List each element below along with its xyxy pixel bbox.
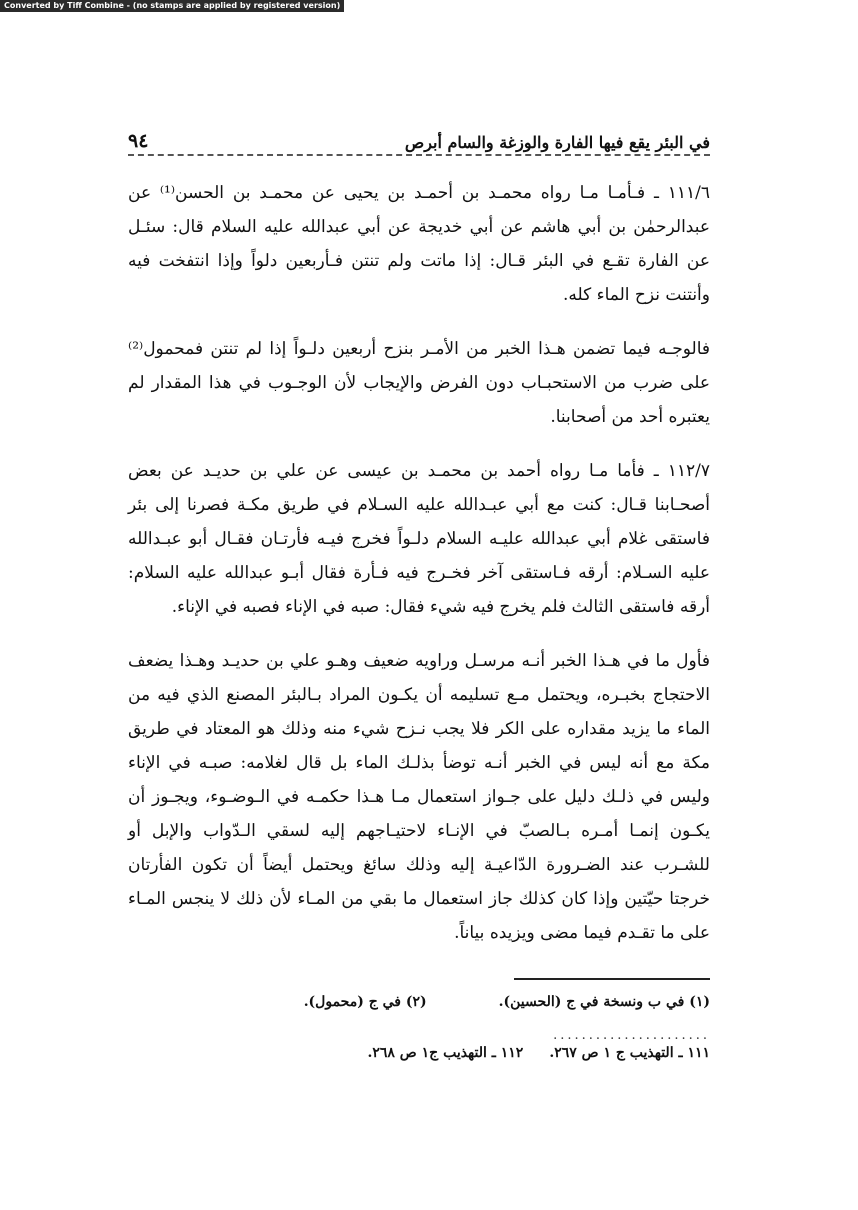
paragraph-commentary-2: فأول ما في هـذا الخبر أنـه مرسـل وراويه ضعيف وهـو علي بن حديـد وهـذا يضعف الاحتجاج بخبـره، ويحتمل مـع تسليمه أن يكـون المراد بـالبئر المصنع الذي فيه من الماء ما يزيد مقداره على الكر فلا يجب نـزح شيء منه وذلك هو المعتاد في طريق مكة مع أنه ليس في الخبر أنـه توضأ بذلـك الماء بل قال لغلامه: صبـه في الإناء وليس في ذلـك دليل على جـواز استعمال مـا هـذا حكمـه في الـوضـوء، ويجـوز أن يكـون إنمـا أمـره بـالصبّ في الإنـاء لاحتيـاجهم إليه لسقي الـدّواب والإبل أو للشـرب عند الضـرورة الدّاعيـة إليه وذلك سائغ ويحتمل أيضاً أن تكون الفأرتان خرجتا حيّتين وإذا كان كذلك جاز استعمال ما بقي من المـاء لأن ذلك لا ينجس المـاء على ما تقـدم فيما مضى ويزيده بياناً. — [128, 651, 710, 943]
body-text — [128, 176, 710, 950]
paragraph-hadith-111: ١١١/٦ ـ فـأمـا مـا رواه محمـد بن أحمـد بن يحيى عن محمـد بن الحسن⁽¹⁾ عن عبدالرحمٰن بن أبي هاشم عن أبي خديجة عن أبي عبدالله عليه السلام قال: سئـل عن الفارة تقـع في البئر قـال: إذا ماتت ولم تنتن فـأربعين دلواً وإذا انتفخت فيه وأنتنت نزح الماء كله. — [128, 183, 710, 305]
converter-watermark: Converted by Tiff Combine - (no stamps are applied by registered version) — [0, 0, 344, 12]
footnote-2: (٢) في ج (محمول). — [303, 994, 427, 1010]
book-page — [128, 118, 710, 1061]
page-number: ٩٤ — [128, 130, 149, 152]
paragraph-commentary-1: فالوجـه فيما تضمن هـذا الخبر من الأمـر بنزح أربعين دلـواً إذا لم تنتن فمحمول⁽²⁾ على ضرب من الاستحبـاب دون الفرض والإيجاب لأن الوجـوب في هذا المقدار لم يعتبره أحد من أصحابنا. — [128, 339, 710, 427]
footnote-1: (١) في ب ونسخة في ج (الحسين). — [498, 994, 710, 1010]
paragraph-hadith-112: ١١٢/٧ ـ فأما مـا رواه أحمد بن محمـد بن عيسى عن علي بن حديـد عن بعض أصحـابنا قـال: كنت مع أبي عبـدالله عليه السـلام في طريق مكـة فصرنا إلى بئر فاستقى غلام أبي عبدالله عليـه السلام دلـواً فخرج فيـه فأرتـان فقـال أبو عبـدالله عليه السـلام: أرقه فـاستقى آخر فخـرج فيه فـأرة فقال أبـو عبدالله عليه السلام: أرقه فاستقى الثالث فلم يخرج فيه شيء فقال: صبه في الإناء فصبه في الإناء. — [128, 461, 710, 617]
header-divider — [128, 154, 710, 156]
source-references — [128, 1045, 710, 1061]
reference-111: ١١١ ـ التهذيب ج ١ ص ٢٦٧. — [549, 1045, 710, 1061]
dotted-separator: ...................... — [553, 1028, 710, 1043]
page-header — [128, 118, 710, 152]
footnotes — [128, 994, 710, 1010]
reference-112: ١١٢ ـ التهذيب ج١ ص ٢٦٨. — [367, 1045, 524, 1061]
footnote-divider — [514, 978, 710, 980]
running-title: في البئر يقع فيها الفارة والوزغة والسام أبرص — [404, 133, 710, 152]
